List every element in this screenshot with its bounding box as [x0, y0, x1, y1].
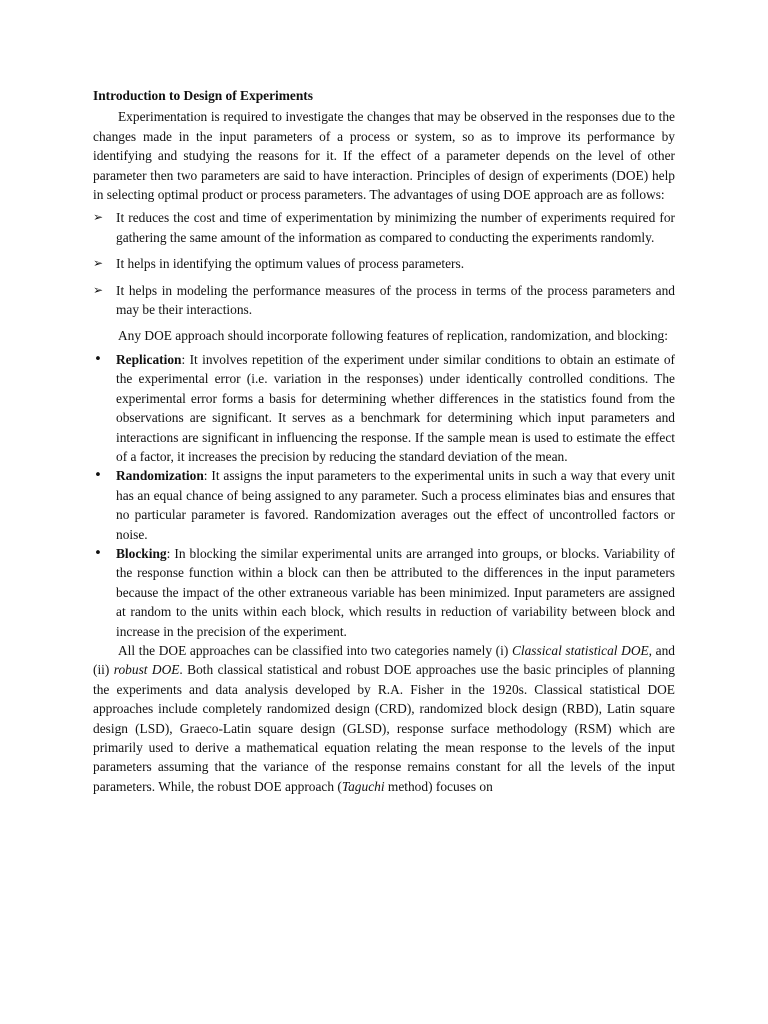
list-item — [93, 254, 675, 273]
list-item — [93, 350, 675, 466]
feature-description: : It involves repetition of the experiment under similar conditions to obtain an estimate of the experimental error (i.e. variation in the responses) under identically controlled conditions. The experimental error forms a basis for determining whether differences in the statistics found from the observations are significant. It serves as a benchmark for determining which input parameters and interactions are significant in influencing the response. If the sample mean is used to estimate the effect of a factor, it increases the precision by reducing the standard deviation of the mean. — [116, 351, 675, 464]
feature-description: : It assigns the input parameters to the experimental units in such a way that every unit has an equal chance of being assigned to any parameter. Such a process eliminates bias and ensures that no particular parameter is favored. Randomization averages out the effect of uncontrolled factors or noise. — [116, 468, 675, 542]
italic-term: Classical statistical DOE — [511, 642, 649, 658]
list-item — [93, 208, 675, 247]
classification-paragraph — [93, 641, 675, 796]
text-run: method) focuses on — [384, 778, 493, 794]
arrow-bullet-icon: ➢ — [93, 210, 104, 225]
advantages-list — [93, 208, 675, 319]
italic-term: Taguchi — [341, 778, 385, 794]
bullet-icon: • — [94, 351, 102, 367]
italic-term: robust DOE — [113, 662, 180, 678]
arrow-bullet-icon: ➢ — [93, 282, 104, 297]
feature-description: : In blocking the similar experimental units are arranged into groups, or blocks. Variability of the response function within a block can then be attributed to the differences in the input parameters because the impact of the other extraneous variable has been minimized. Input parameters are assigned at random to the units within each block, which results in reduction of variability between block and increase in the precision of the experiment. — [116, 545, 675, 639]
list-item-text: It reduces the cost and time of experimentation by minimizing the number of experiments required for gathering the same amount of the information as compared to conducting the experiments randomly. — [116, 210, 675, 245]
document-title: Introduction to Design of Experiments — [93, 88, 313, 103]
list-item — [93, 544, 675, 641]
list-item — [93, 281, 675, 320]
bullet-icon: • — [94, 545, 102, 561]
list-item-text: It helps in modeling the performance measures of the process in terms of the process parameters and may be their interactions. — [116, 282, 675, 318]
text-run: All the DOE approaches can be classified into two categories namely (i) — [118, 642, 512, 658]
feature-term: Blocking — [116, 545, 167, 561]
text-run: , and (ii) — [93, 642, 675, 678]
text-run: . Both classical statistical and robust DOE approaches use the basic principles of planning the experiments and data analysis developed by R.A. Fisher in the 1920s. Classical statistical DOE approaches include completely randomized design (CRD), randomized block design (RBD), Latin square design (LSD), Graeco-Latin square design (GLSD), response surface methodology (RSM) which are primarily used to derive a mathematical equation relating the mean response to the levels of the input parameters assuming that the variance of the response remains constant for all the levels of the input parameters. While, the robust DOE approach ( — [93, 662, 675, 794]
list-item-text: It helps in identifying the optimum values of process parameters. — [116, 256, 465, 272]
features-list — [93, 350, 675, 641]
document-page — [93, 86, 675, 796]
bullet-icon: • — [94, 468, 102, 484]
features-intro-paragraph: Any DOE approach should incorporate following features of replication, randomization, and blocking: — [118, 328, 668, 344]
arrow-bullet-icon: ➢ — [93, 256, 104, 271]
feature-term: Replication — [116, 351, 182, 367]
list-item — [93, 466, 675, 544]
feature-term: Randomization — [116, 468, 204, 484]
intro-paragraph: Experimentation is required to investigate the changes that may be observed in the responses due to the changes made in the input parameters of a process or system, so as to improve its performance by identifying and studying the reasons for it. If the effect of a parameter depends on the level of other parameter then two parameters are said to have interaction. Principles of design of experiments (DOE) help in selecting optimal product or process parameters. The advantages of using DOE approach are as follows: — [93, 109, 675, 203]
